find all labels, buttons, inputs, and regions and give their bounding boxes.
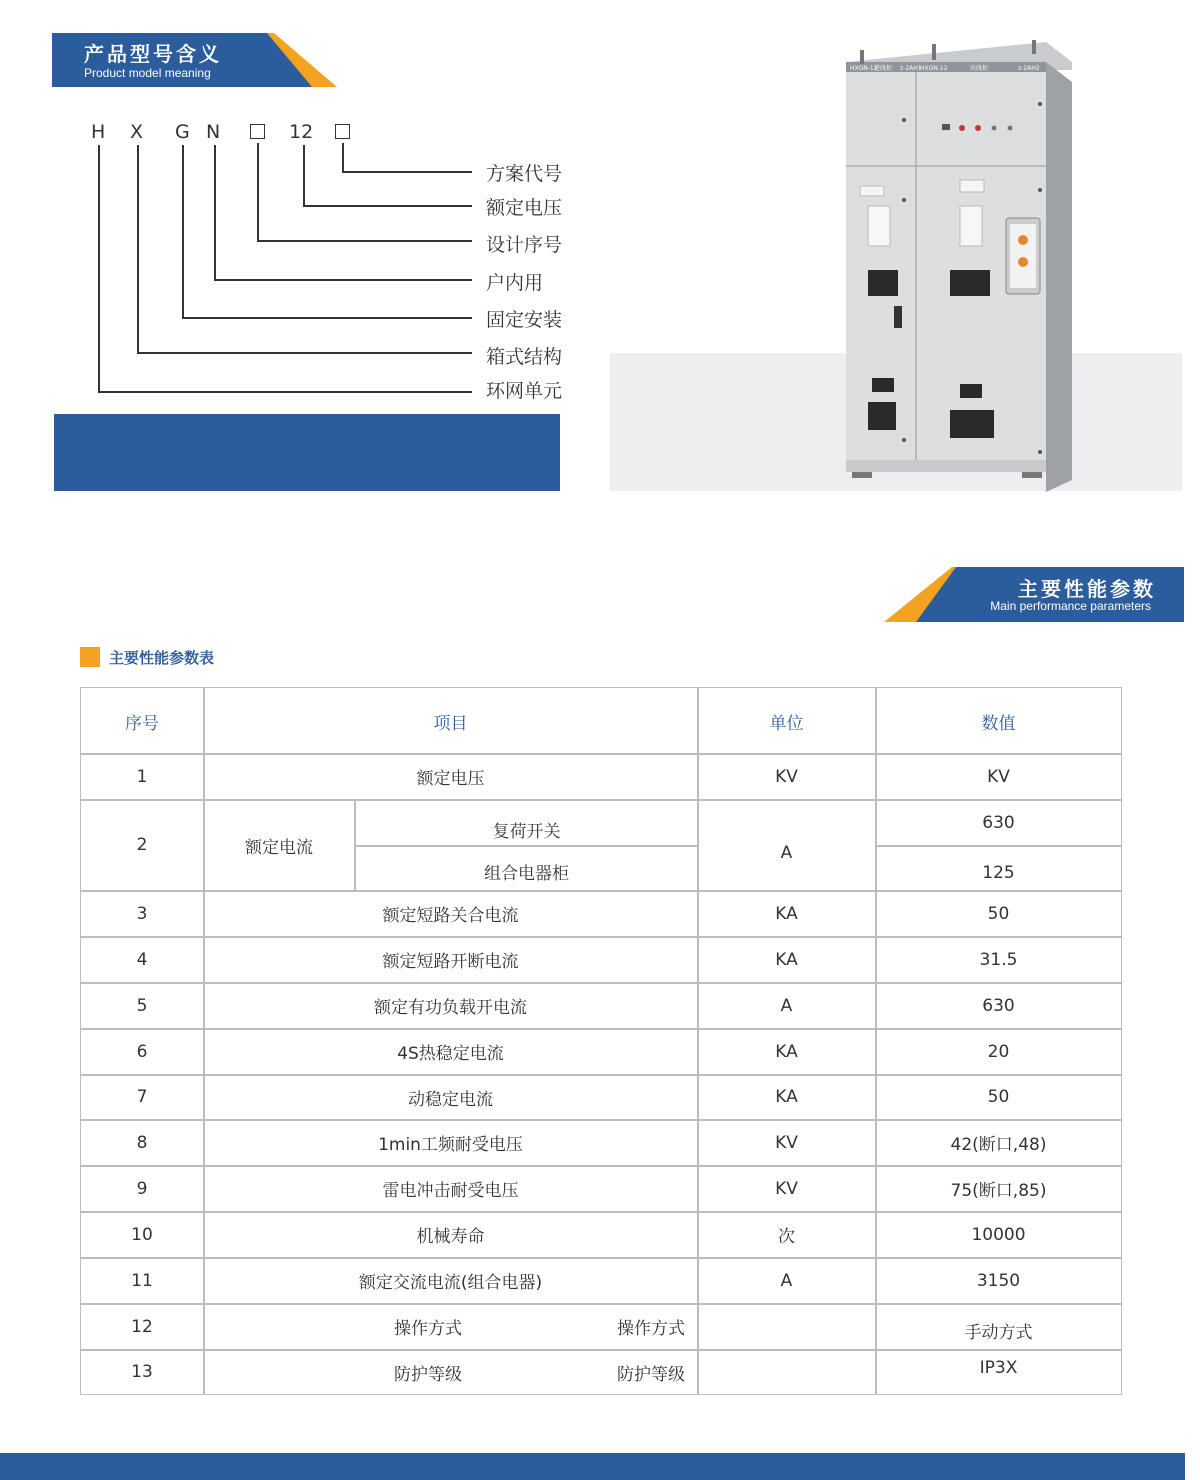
row-value: 125 (982, 862, 1015, 883)
row-subitem: 复荷开关 (492, 821, 561, 842)
row-unit: 次 (778, 1227, 795, 1247)
row-unit: KA (775, 949, 798, 970)
row-item: 额定交流电流(组合电器) (358, 1273, 543, 1293)
leader-line (137, 145, 139, 353)
table-title: 主要性能参数表 (109, 648, 215, 667)
row-unit: KV (775, 1132, 798, 1153)
performance-title-cn: 主要性能参数 (1018, 577, 1156, 601)
row-item: 雷电冲击耐受电压 (382, 1181, 519, 1201)
row-value: KV (987, 766, 1010, 787)
meaning-indoor: 户内用 (486, 272, 544, 294)
row-no: 5 (136, 995, 148, 1016)
row-unit (698, 1350, 875, 1394)
meaning-ring-main-unit: 环网单元 (486, 380, 563, 402)
row-unit: KA (775, 903, 798, 924)
row-value: 3150 (976, 1270, 1021, 1291)
row-no: 7 (136, 1087, 148, 1107)
meaning-scheme-code: 方案代号 (486, 163, 563, 185)
leader-line (182, 317, 472, 319)
row-item: 操作方式 (394, 1319, 462, 1339)
performance-banner (884, 567, 1184, 622)
leader-line (257, 143, 259, 241)
row-item: 额定短路关合电流 (382, 906, 519, 926)
model-code-diagram (0, 0, 600, 420)
row-value: 630 (982, 812, 1015, 833)
leader-line (98, 391, 472, 393)
model-meaning-title-cn: 产品型号含义 (84, 42, 222, 66)
row-value: 10000 (971, 1224, 1026, 1245)
row-unit: KV (775, 766, 798, 787)
cabinet-label: HXGN-12 (920, 65, 948, 72)
row-no: 2 (136, 835, 148, 855)
code-letter-h: H (91, 121, 106, 143)
row-unit: A (780, 995, 793, 1016)
row-item: 额定有功负载开电流 (374, 998, 527, 1018)
code-placeholder-box-scheme (335, 124, 350, 139)
leader-line (182, 145, 184, 318)
code-placeholder-box-design (250, 124, 265, 139)
row-item-duplicate: 操作方式 (617, 1319, 685, 1339)
row-item: 4S热稳定电流 (397, 1044, 504, 1064)
row-value: IP3X (979, 1358, 1018, 1378)
leader-line (342, 171, 472, 173)
row-value: 50 (987, 903, 1010, 924)
cabinet-label: 出线柜 (970, 65, 989, 72)
row-value: 手动方式 (964, 1323, 1033, 1343)
row-item: 额定电压 (416, 769, 485, 789)
performance-title-en: Main performance parameters (990, 599, 1151, 613)
row-no: 11 (131, 1270, 153, 1291)
leader-line (214, 145, 216, 280)
row-value: 50 (987, 1087, 1010, 1107)
leader-line (303, 205, 472, 207)
parameter-table (80, 687, 1122, 1395)
code-letter-n: N (206, 121, 221, 143)
header-value: 数值 (981, 713, 1016, 734)
row-item: 1min工频耐受电压 (378, 1135, 523, 1155)
grid-line (876, 845, 1121, 847)
decorative-blue-block (54, 414, 560, 491)
leader-line (257, 240, 472, 242)
meaning-rated-voltage: 额定电压 (486, 197, 563, 219)
cabinet-label: z-2AH2 (1018, 65, 1040, 72)
row-value: 31.5 (979, 949, 1018, 970)
model-meaning-title-en: Product model meaning (84, 66, 211, 80)
code-letter-x: X (130, 121, 144, 143)
row-value: 20 (987, 1041, 1010, 1062)
row-no: 10 (131, 1224, 153, 1245)
row-subitem: 组合电器柜 (484, 863, 569, 884)
code-voltage: 12 (289, 121, 314, 143)
row-no: 6 (136, 1041, 148, 1062)
table-section-title (80, 647, 214, 667)
leader-line (214, 279, 472, 281)
cabinet-label: 进线柜 (874, 65, 893, 72)
row-value: 42(断口,48) (950, 1135, 1047, 1155)
row-unit: A (780, 1270, 793, 1291)
row-unit: KA (775, 1087, 798, 1107)
row-unit: KV (775, 1178, 798, 1199)
row-value: 75(断口,85) (950, 1181, 1047, 1201)
meaning-design-number: 设计序号 (486, 234, 563, 256)
code-letter-g: G (175, 121, 190, 143)
leader-line (137, 352, 472, 354)
row-item: 防护等级 (394, 1364, 462, 1385)
row-item: 机械寿命 (416, 1227, 485, 1247)
header-no: 序号 (125, 713, 159, 734)
leader-line (342, 143, 344, 172)
row-no: 3 (136, 903, 148, 924)
leader-line (98, 145, 100, 392)
meaning-fixed-install: 固定安装 (486, 309, 563, 331)
orange-square-icon (80, 647, 100, 667)
row-no: 13 (131, 1362, 153, 1382)
row-unit: A (780, 843, 793, 863)
row-no: 12 (131, 1316, 153, 1337)
row-item: 额定电流 (245, 837, 313, 858)
row-no: 1 (136, 766, 148, 787)
row-no: 4 (136, 949, 148, 970)
meaning-box-structure: 箱式结构 (486, 346, 563, 368)
cabinet-label: HXGN-12 (850, 65, 878, 72)
row-value: 630 (982, 995, 1015, 1016)
header-item: 项目 (433, 713, 468, 734)
row-unit (698, 1304, 875, 1349)
leader-line (303, 145, 305, 206)
header-unit: 单位 (769, 713, 804, 734)
row-item-duplicate: 防护等级 (617, 1364, 685, 1385)
row-unit: KA (775, 1041, 798, 1062)
switchgear-cabinet-image (846, 40, 1072, 496)
footer-bar (0, 1453, 1185, 1480)
row-no: 9 (136, 1178, 148, 1199)
cabinet-label: z-2AH1 (900, 65, 922, 72)
row-item: 动稳定电流 (408, 1089, 493, 1110)
row-item: 额定短路开断电流 (382, 952, 519, 972)
row-no: 8 (136, 1132, 148, 1153)
